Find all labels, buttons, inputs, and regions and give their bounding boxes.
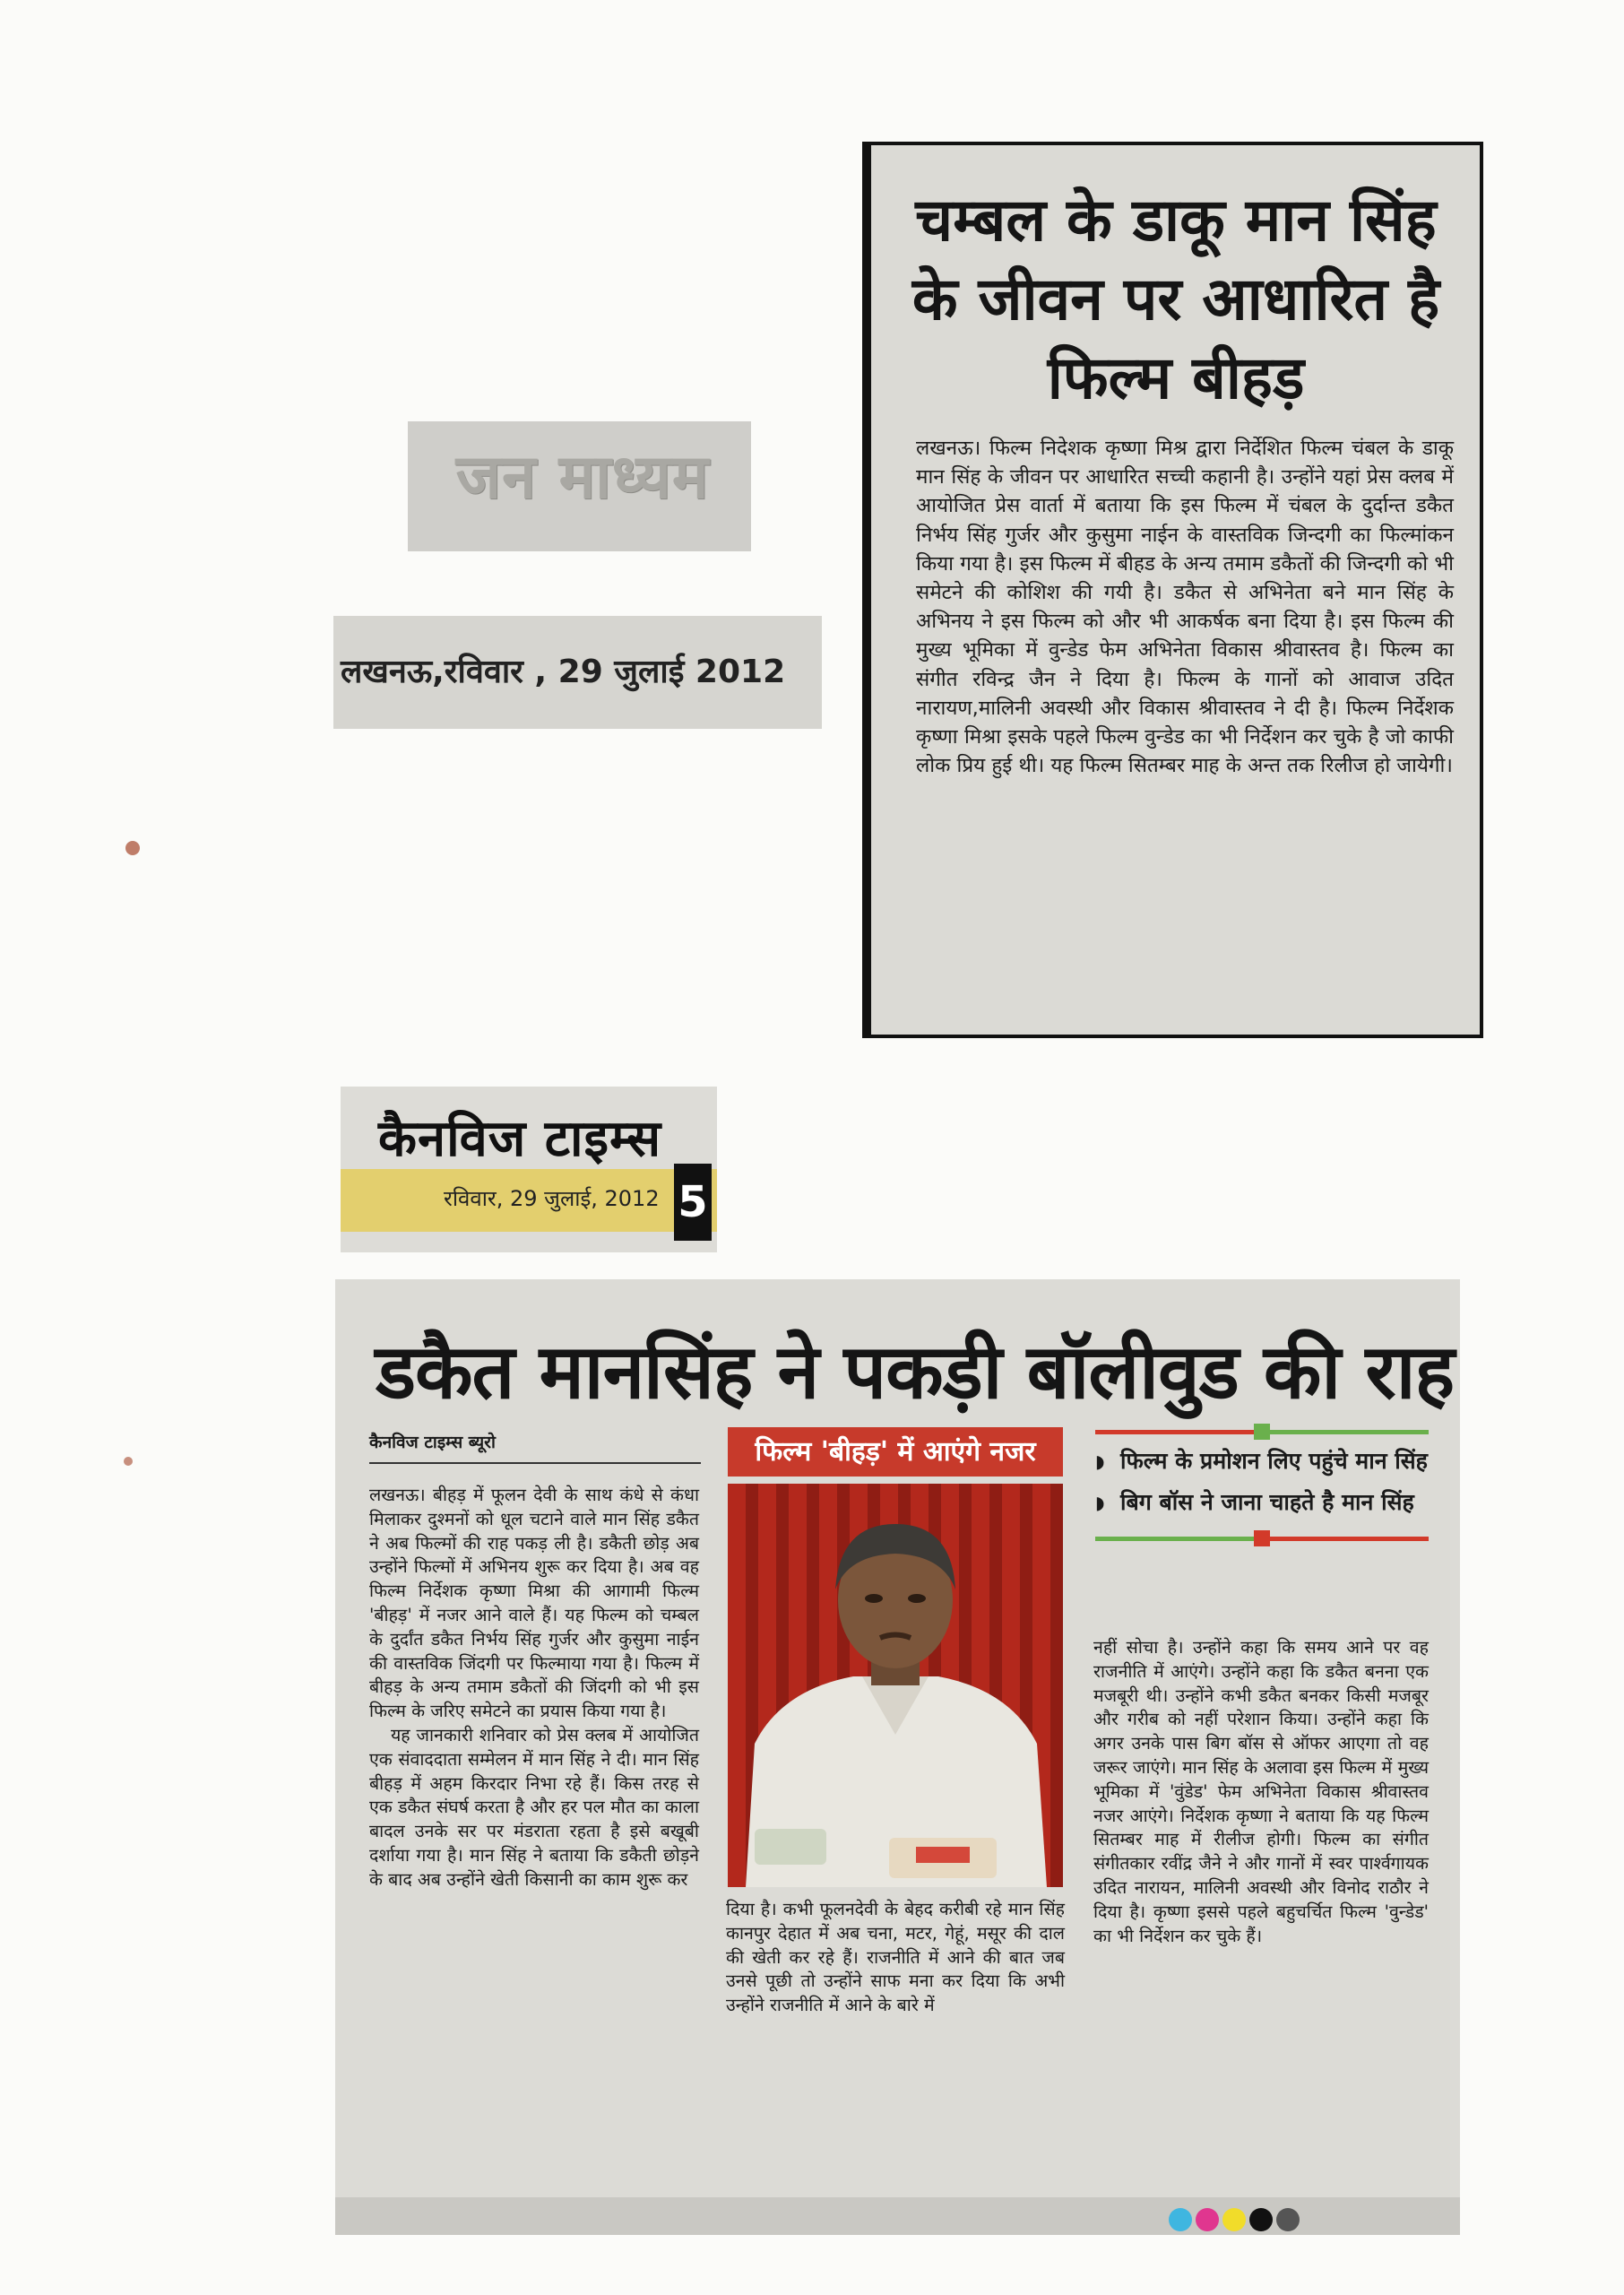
paragraph: यह जानकारी शनिवार को प्रेस क्लब में आयोजित एक संवाददाता सम्मेलन में मान सिंह ने दी। मान सिंह बीहड़ में अहम किरदार निभा रहे हैं। किस तरह से एक डकैत संघर्ष करता है और हर पल मौत का काला बादल उनके सर पर मंडराता रहता है इसे बखूबी दर्शाया गया है। मान सिंह ने बताया कि डकैती छोड़ने के बाद अब उन्होंने खेती किसानी का काम शुरू कर (369, 1724, 699, 1890)
highlight-text: फिल्म के प्रमोशन लिए पहुंचे मान सिंह (1120, 1448, 1428, 1474)
portrait-illustration (728, 1484, 1063, 1887)
headline-line: चम्बल के डाकू मान सिंह (915, 186, 1437, 255)
jan-madhyam-masthead (408, 421, 751, 551)
article-headline (889, 181, 1463, 418)
man-singh-photo (728, 1484, 1063, 1887)
registration-strip (335, 2197, 1460, 2235)
decorative-rule (1095, 1537, 1429, 1541)
bullet-icon: ◗ (1095, 1451, 1105, 1472)
canvizz-times-article (335, 1279, 1460, 2235)
scan-mark (124, 1457, 133, 1466)
decorative-rule (1095, 1430, 1429, 1434)
jan-madhyam-article (862, 142, 1483, 1038)
article-column-3: नहीं सोचा है। उन्होंने कहा कि समय आने पर वह राजनीति में आएंगे। उन्होंने कहा कि डकैत बनना एक मजबूरी थी। उन्होंने कभी डकैत बनकर किसी मजबूर और गरीब को नहीं परेशान किया। उन्होंने कहा कि अगर उनके पास बिग बॉस से ऑफर आएगा तो वह जरूर जाएंगे। मान सिंह के अलावा इस फिल्म में मुख्य भूमिका में 'वुंडेड' फेम अभिनेता विकास श्रीवास्तव नजर आएंगे। निर्देशक कृष्णा ने बताया कि यह फिल्म सितम्बर माह में रीलीज होगी। फिल्म का संगीत संगीतकार रवींद्र जैने ने और गानों में स्वर पार्श्वगायक उदित नारायन, मालिनी अवस्थी और विनोद राठौर ने दिया है। कृष्णा इससे पहले बहुचर्चित फिल्म 'वुन्डेड' का भी निर्देशन कर चुके हैं। (1093, 1637, 1429, 1946)
byline: कैनविज टाइम्स ब्यूरो (369, 1430, 701, 1464)
dateline-text: लखनऊ,रविवार , 29 जुलाई 2012 (341, 654, 786, 690)
highlight-item (1095, 1488, 1429, 1517)
registration-dot (1249, 2208, 1273, 2231)
page-number: 5 (674, 1164, 712, 1241)
article-headline: डकैत मानसिंह ने पकड़ी बॉलीवुड की राह (376, 1328, 1455, 1416)
masthead-title: कैनविज टाइम्स (378, 1110, 662, 1168)
article-column-1 (369, 1484, 699, 1892)
article-column-2: दिया है। कभी फूलनदेवी के बेहद करीबी रहे मान सिंह कानपुर देहात में अब चना, मटर, गेहूं, मसूर की दाल की खेती कर रहे हैं। राजनीति में आने की बात जब उनसे पूछी तो उन्होंने साफ मना कर दिया कि अभी उन्होंने राजनीति में आने के बारे में (726, 1899, 1065, 2016)
highlights-box (1095, 1430, 1429, 1541)
highlight-item (1095, 1447, 1429, 1476)
photo-banner: फिल्म 'बीहड़' में आएंगे नजर (728, 1427, 1063, 1477)
article-body: लखनऊ। फिल्म निदेशक कृष्णा मिश्र द्वारा निर्देशित फिल्म चंबल के डाकू मान सिंह के जीवन पर आधारित सच्ची कहानी है। उन्होंने यहां प्रेस क्लब में आयोजित प्रेस वार्ता में बताया कि इस फिल्म में चंबल के दुर्दान्त डकैत निर्भय सिंह गुर्जर और कुसुमा नाईन के वास्तविक जिन्दगी का फिल्मांकन किया गया है। इस फिल्म में बीहड के अन्य तमाम डकैतों की जिन्दगी को भी समेटने की कोशिश की गयी है। डकैत से अभिनेता बने मान सिंह के अभिनय ने इस फिल्म को और भी आकर्षक बना दिया है। इस फिल्म की मुख्य भूमिका में वुन्डेड फेम अभिनेता विकास श्रीवास्तव है। फिल्म का संगीत रविन्द्र जैन ने दिया है। फिल्म के गानों को आवाज उदित नारायण,मालिनी अवस्थी और विकास श्रीवास्तव ने दी है। फिल्म निर्देशक कृष्णा मिश्रा इसके पहले फिल्म वुन्डेड का भी निर्देशन कर चुके है जो काफी लोक प्रिय हुई थी। यह फिल्म सितम्बर माह के अन्त तक रिलीज हो जायेगी। (916, 437, 1454, 778)
canvizz-times-masthead (341, 1087, 717, 1252)
bullet-icon: ◗ (1095, 1492, 1105, 1513)
headline-line: फिल्म बीहड़ (1047, 343, 1305, 412)
registration-dot (1222, 2208, 1246, 2231)
registration-dot (1276, 2208, 1300, 2231)
highlight-text: बिग बॉस ने जाना चाहते है मान सिंह (1120, 1489, 1414, 1515)
jan-madhyam-dateline (333, 616, 822, 729)
registration-dot (1169, 2208, 1192, 2231)
registration-dot (1196, 2208, 1219, 2231)
headline-line: के जीवन पर आधारित है (911, 264, 1440, 333)
paragraph: लखनऊ। बीहड़ में फूलन देवी के साथ कंधे से कंधा मिलाकर दुश्मनों को धूल चटाने वाले मान सिंह डकैत ने अब फिल्मों की राह पकड़ ली है। डकैती छोड़ अब उन्होंने फिल्मों में अभिनय शुरू कर दिया है। अब वह फिल्म निर्देशक कृष्णा मिश्रा की आगामी फिल्म 'बीहड़' में नजर आने वाले हैं। यह फिल्म को चम्बल के दुर्दांत डकैत निर्भय सिंह गुर्जर और कुसुमा नाईन की वास्तविक जिंदगी पर फिल्माया गया है। फिल्म में बीहड़ के अन्य तमाम डकैतों की जिंदगी को भी इस फिल्म के जरिए समेटने का प्रयास किया गया है। (369, 1485, 699, 1722)
masthead-date: रविवार, 29 जुलाई, 2012 (444, 1186, 660, 1211)
scan-mark (125, 841, 140, 855)
date-strip (341, 1169, 717, 1232)
masthead-title: जन माध्यम (455, 442, 710, 513)
